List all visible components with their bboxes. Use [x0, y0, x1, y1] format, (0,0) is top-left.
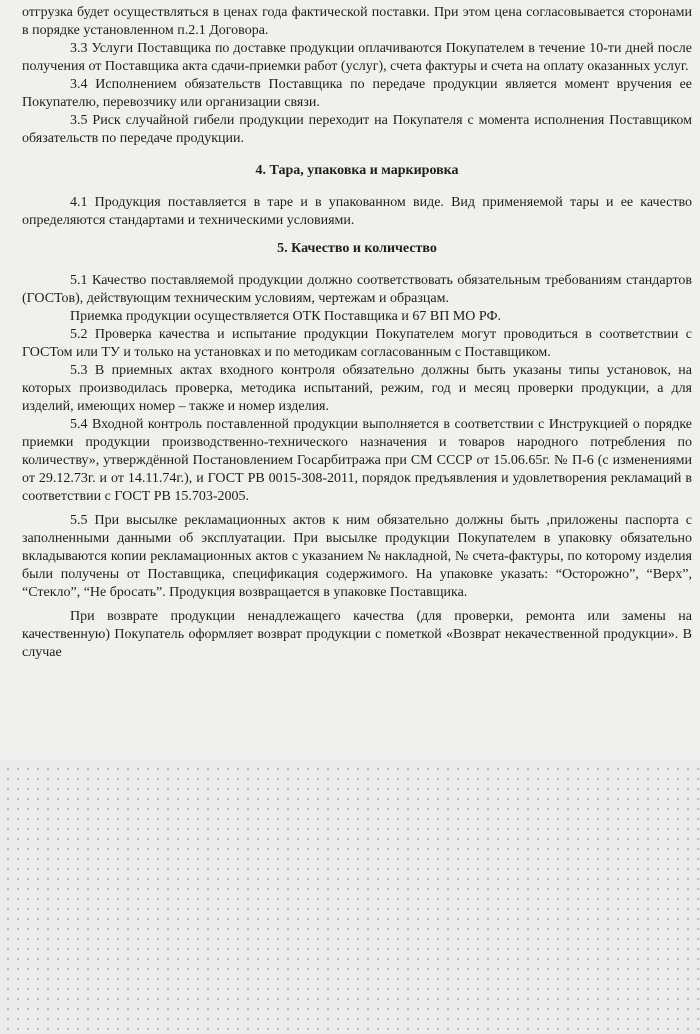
paragraph-5-2: 5.2 Проверка качества и испытание продукции Покупателем могут проводиться в соответствии с ГОСТом или ТУ и только на установках и по методикам согласованным с Поставщиком. [22, 327, 692, 360]
document-body [22, 4, 692, 662]
paragraph-5-5: 5.5 При высылке рекламационных актов к ним обязательно должны быть ,приложены паспорта с заполненными данными об эксплуатации. При высылке продукции Покупателем в упаковку обязательно вкладываются копии рекламационных актов с указанием № накладной, № счета-фактуры, по которому изделия были получены от Поставщика, спецификация содержимого. На упаковке указать: “Осторожно”, “Верх”, “Стекло”, “Не бросать”. Продукция возвращается в упаковке Поставщика. [22, 513, 692, 600]
paragraph-3-5: 3.5 Риск случайной гибели продукции переходит на Покупателя с момента исполнения Поставщиком обязательств по передаче продукции. [22, 113, 692, 146]
paragraph-3-3: 3.3 Услуги Поставщика по доставке продукции оплачиваются Покупателем в течение 10-ти дней после получения от Поставщика акта сдачи-приемки работ (услуг), счета фактуры и счета на оплату оказанных услуг. [22, 41, 692, 74]
section-5-heading: 5. Качество и количество [277, 241, 437, 256]
page-cut-edge [0, 755, 700, 760]
paragraph-3-4: 3.4 Исполнением обязательств Поставщика по передаче продукции является момент вручения ее Покупателю, перевозчику или организации связи. [22, 77, 692, 110]
paragraph-5-1: 5.1 Качество поставляемой продукции должно соответствовать обязательным требованиям стандартов (ГОСТов), действующим техническим условиям, чертежам и образцам. [22, 273, 692, 306]
paragraph-4-1: 4.1 Продукция поставляется в таре и в упакованном виде. Вид применяемой тары и ее качество определяются стандартами и техническими условиями. [22, 195, 692, 228]
paragraph-5-3: 5.3 В приемных актах входного контроля обязательно должны быть указаны типы установок, на которых производилась проверка, методика испытаний, режим, год и месяц проверки продукции, а для изделий, имеющих номер – также и номер изделия. [22, 363, 692, 414]
paragraph-continuation: отгрузка будет осуществляться в ценах года фактической поставки. При этом цена согласовывается сторонами в порядке установленном п.2.1 Договора. [22, 5, 692, 38]
paragraph-5-1-acceptance: Приемка продукции осуществляется ОТК Поставщика и 67 ВП МО РФ. [70, 309, 501, 324]
paragraph-5-6: При возврате продукции ненадлежащего качества (для проверки, ремонта или замены на качественную) Покупатель оформляет возврат продукции с пометкой «Возврат некачественной продукции». В случае [22, 609, 692, 660]
paragraph-5-4: 5.4 Входной контроль поставленной продукции выполняется в соответствии с Инструкцией о порядке приемки продукции производственно-технического назначения и товаров народного потребления по количеству», утверждённой Постановлением Госарбитража при СМ СССР от 15.06.65г. № П-6 (с изменениями от 29.12.73г. и от 14.11.74г.), и ГОСТ РВ 0015-308-2011, порядок предъявления и удовлетворения рекламаций в соответствии с ГОСТ РВ 15.703-2005. [22, 417, 692, 504]
section-4-heading: 4. Тара, упаковка и маркировка [255, 163, 459, 178]
